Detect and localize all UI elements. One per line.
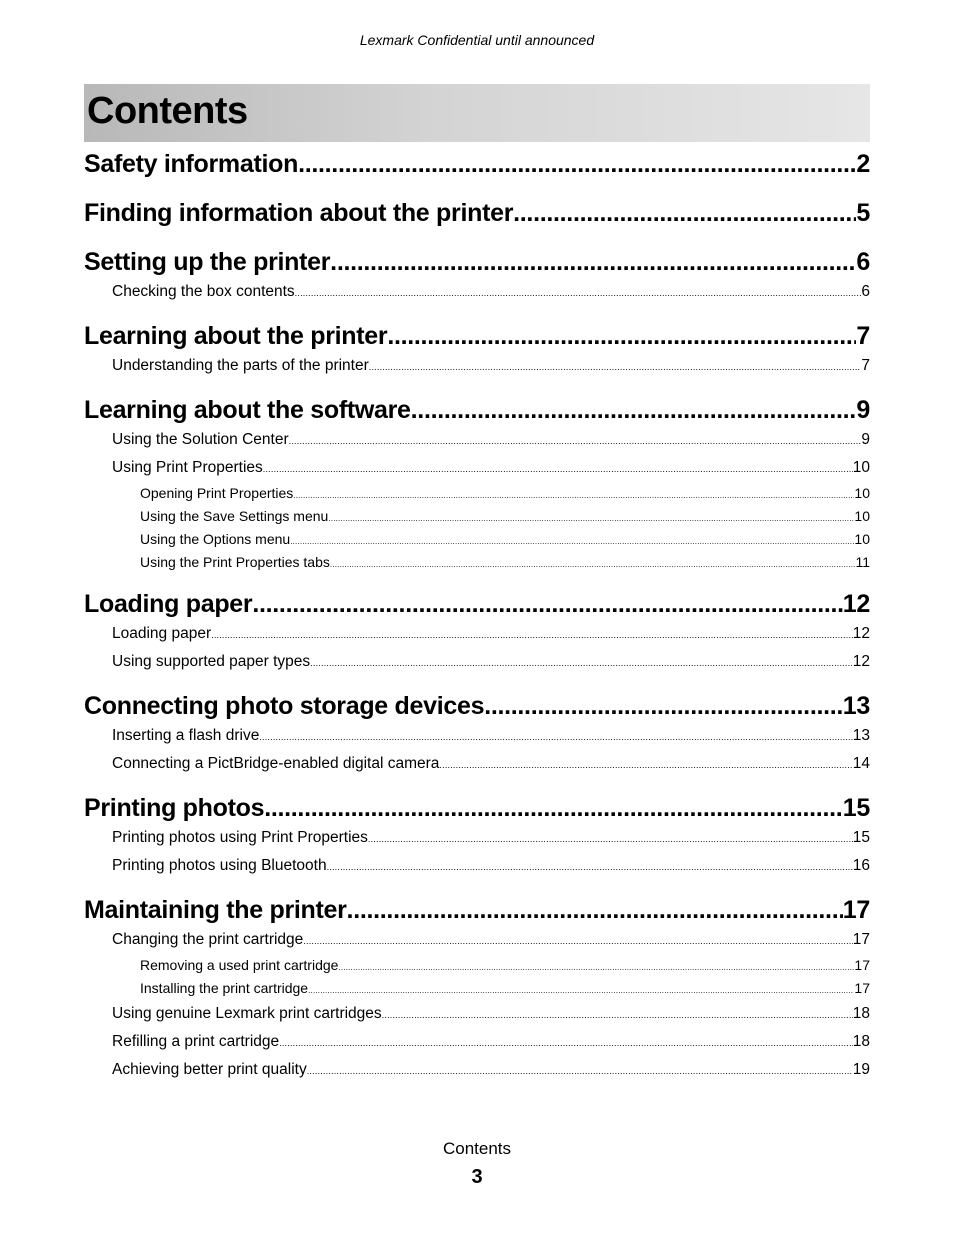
toc-entry-page: 10	[852, 459, 870, 476]
toc-entry-title: Printing photos	[84, 794, 265, 822]
toc-entry-title: Using the Solution Center	[112, 431, 289, 448]
table-of-contents	[84, 148, 870, 1084]
toc-entry-title: Opening Print Properties	[140, 485, 294, 501]
toc-entry-title: Inserting a flash drive	[112, 727, 260, 744]
toc-entry-level-1[interactable]	[84, 690, 870, 722]
toc-dot-leader	[211, 621, 853, 648]
footer-page-number: 3	[471, 1166, 483, 1188]
toc-dot-leader	[295, 279, 862, 306]
toc-entry-page: 6	[856, 248, 870, 276]
toc-entry-title: Loading paper	[112, 625, 212, 642]
toc-entry-page: 18	[852, 1033, 870, 1050]
toc-dot-leader	[330, 246, 856, 278]
toc-entry-page: 12	[852, 653, 870, 670]
toc-entry-level-3[interactable]	[84, 482, 870, 505]
toc-entry-level-2[interactable]	[84, 1028, 870, 1056]
toc-entry-title: Refilling a print cartridge	[112, 1033, 280, 1050]
toc-entry-page: 12	[852, 625, 870, 642]
toc-entry-title: Setting up the printer	[84, 248, 331, 276]
toc-dot-leader	[387, 320, 856, 352]
toc-entry-page: 15	[842, 794, 870, 822]
toc-entry-level-2[interactable]	[84, 454, 870, 482]
toc-entry-page: 10	[854, 485, 870, 501]
toc-entry-level-2[interactable]	[84, 352, 870, 380]
toc-entry-title: Using Print Properties	[112, 459, 263, 476]
toc-dot-leader	[263, 455, 853, 482]
toc-dot-leader	[338, 956, 854, 977]
toc-dot-leader	[328, 507, 854, 528]
toc-entry-title: Installing the print cartridge	[140, 980, 309, 996]
toc-entry-level-3[interactable]	[84, 954, 870, 977]
toc-entry-level-2[interactable]	[84, 722, 870, 750]
toc-dot-leader	[368, 825, 853, 852]
toc-entry-level-1[interactable]	[84, 197, 870, 229]
toc-entry-title: Removing a used print cartridge	[140, 957, 339, 973]
toc-dot-leader	[439, 751, 852, 778]
toc-entry-page: 2	[856, 150, 870, 178]
toc-dot-leader	[310, 649, 853, 676]
toc-dot-leader	[369, 353, 862, 380]
toc-entry-title: Loading paper	[84, 590, 253, 618]
toc-entry-title: Using genuine Lexmark print cartridges	[112, 1005, 382, 1022]
toc-entry-title: Achieving better print quality	[112, 1061, 307, 1078]
toc-entry-level-1[interactable]	[84, 246, 870, 278]
toc-dot-leader	[307, 1057, 853, 1084]
toc-entry-title: Maintaining the printer	[84, 896, 347, 924]
toc-entry-level-3[interactable]	[84, 505, 870, 528]
toc-entry-page: 17	[852, 931, 870, 948]
toc-dot-leader	[264, 792, 843, 824]
toc-dot-leader	[298, 148, 856, 180]
toc-entry-page: 12	[842, 590, 870, 618]
contents-banner	[84, 84, 870, 142]
toc-entry-title: Using the Options menu	[140, 531, 291, 547]
toc-entry-level-2[interactable]	[84, 1056, 870, 1084]
toc-entry-title: Using supported paper types	[112, 653, 311, 670]
page-title: Contents	[87, 90, 248, 132]
toc-entry-level-1[interactable]	[84, 148, 870, 180]
toc-entry-title: Using the Save Settings menu	[140, 508, 329, 524]
toc-dot-leader	[293, 484, 854, 505]
toc-dot-leader	[303, 927, 852, 954]
toc-entry-level-1[interactable]	[84, 394, 870, 426]
toc-entry-page: 7	[856, 322, 870, 350]
toc-dot-leader	[290, 530, 854, 551]
toc-entry-level-1[interactable]	[84, 792, 870, 824]
toc-entry-page: 10	[854, 508, 870, 524]
toc-dot-leader	[411, 394, 857, 426]
toc-entry-page: 9	[856, 396, 870, 424]
toc-entry-title: Printing photos using Bluetooth	[112, 857, 327, 874]
toc-entry-level-2[interactable]	[84, 620, 870, 648]
toc-entry-page: 13	[842, 692, 870, 720]
toc-entry-title: Learning about the printer	[84, 322, 388, 350]
confidential-header: Lexmark Confidential until announced	[359, 32, 595, 48]
toc-entry-level-2[interactable]	[84, 648, 870, 676]
toc-entry-page: 7	[861, 357, 870, 374]
toc-entry-level-2[interactable]	[84, 1000, 870, 1028]
toc-entry-level-2[interactable]	[84, 852, 870, 880]
toc-entry-title: Connecting a PictBridge-enabled digital camera	[112, 755, 440, 772]
toc-entry-page: 5	[856, 199, 870, 227]
toc-dot-leader	[382, 1001, 853, 1028]
toc-entry-page: 13	[852, 727, 870, 744]
toc-entry-title: Connecting photo storage devices	[84, 692, 485, 720]
toc-entry-page: 16	[852, 857, 870, 874]
toc-entry-title: Printing photos using Print Properties	[112, 829, 368, 846]
toc-entry-level-1[interactable]	[84, 588, 870, 620]
toc-entry-page: 15	[852, 829, 870, 846]
toc-entry-level-2[interactable]	[84, 278, 870, 306]
toc-entry-title: Finding information about the printer	[84, 199, 514, 227]
toc-dot-leader	[279, 1029, 853, 1056]
toc-entry-level-3[interactable]	[84, 551, 870, 574]
toc-entry-page: 18	[852, 1005, 870, 1022]
toc-entry-title: Changing the print cartridge	[112, 931, 304, 948]
toc-entry-level-3[interactable]	[84, 528, 870, 551]
toc-dot-leader	[330, 553, 856, 574]
toc-dot-leader	[484, 690, 843, 722]
toc-entry-title: Learning about the software	[84, 396, 411, 424]
toc-entry-level-1[interactable]	[84, 320, 870, 352]
toc-dot-leader	[259, 723, 852, 750]
toc-entry-level-2[interactable]	[84, 750, 870, 778]
toc-dot-leader	[252, 588, 842, 620]
toc-entry-level-2[interactable]	[84, 824, 870, 852]
toc-dot-leader	[513, 197, 856, 229]
toc-dot-leader	[347, 894, 843, 926]
toc-entry-page: 17	[854, 957, 870, 973]
toc-dot-leader	[327, 853, 853, 880]
footer-section-label: Contents	[442, 1139, 512, 1158]
toc-entry-level-1[interactable]	[84, 894, 870, 926]
toc-entry-page: 19	[852, 1061, 870, 1078]
toc-dot-leader	[289, 427, 862, 454]
toc-entry-page: 11	[855, 554, 870, 570]
toc-entry-page: 6	[861, 283, 870, 300]
toc-entry-page: 9	[861, 431, 870, 448]
toc-entry-title: Using the Print Properties tabs	[140, 554, 330, 570]
toc-entry-page: 14	[852, 755, 870, 772]
toc-entry-level-3[interactable]	[84, 977, 870, 1000]
toc-dot-leader	[308, 979, 854, 1000]
toc-entry-title: Understanding the parts of the printer	[112, 357, 369, 374]
toc-entry-level-2[interactable]	[84, 926, 870, 954]
toc-entry-level-2[interactable]	[84, 426, 870, 454]
toc-entry-title: Safety information	[84, 150, 299, 178]
toc-entry-page: 17	[842, 896, 870, 924]
toc-entry-page: 17	[854, 980, 870, 996]
toc-entry-title: Checking the box contents	[112, 283, 295, 300]
toc-entry-page: 10	[854, 531, 870, 547]
